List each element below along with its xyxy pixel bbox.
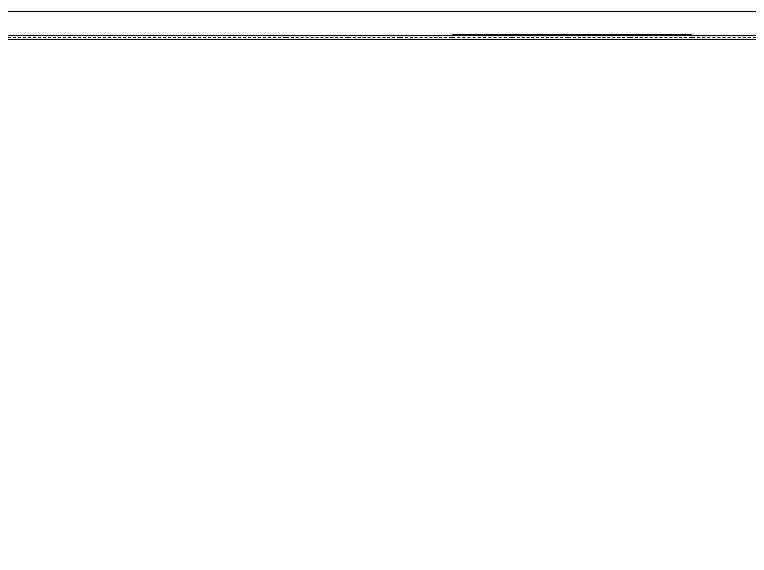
header-price-variation-influenced [568,13,692,35]
header-price-explained [400,13,452,35]
header-supply-demand-rank [692,13,756,35]
header-cumulative-influence [452,13,568,35]
rule-bottom [8,40,756,42]
statistical-measures-table [8,11,756,41]
header-group-row [8,13,756,35]
header-percent-variation [348,13,400,35]
header-price-decline [286,13,348,35]
header-spacer [8,13,286,35]
